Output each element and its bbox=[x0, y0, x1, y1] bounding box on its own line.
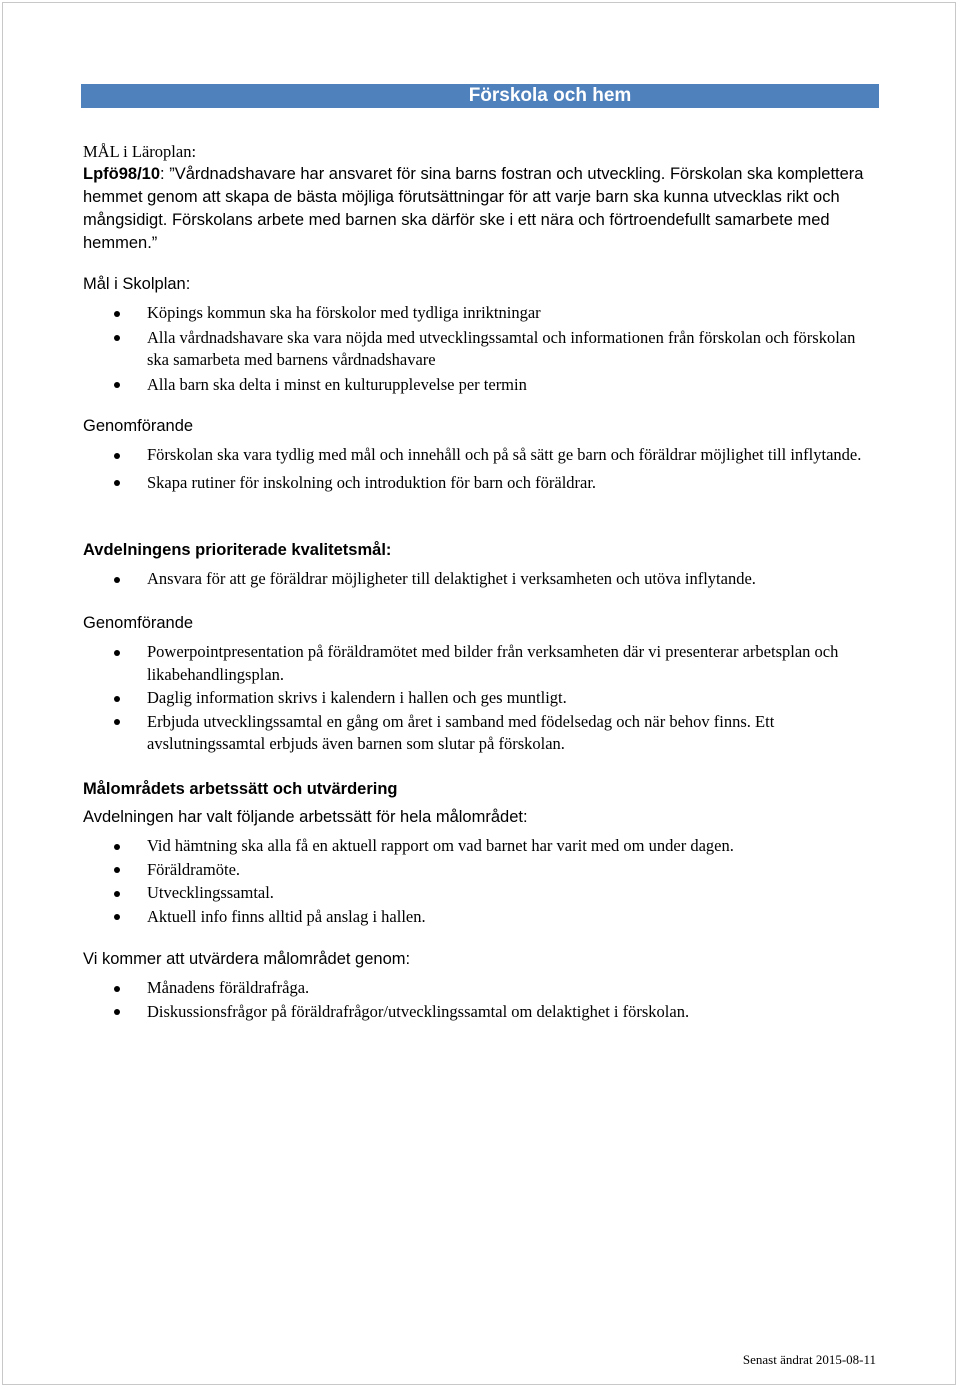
bullet-icon bbox=[114, 891, 120, 897]
arbetssatt-subheading: Avdelningen har valt följande arbetssätt för hela målområdet: bbox=[83, 808, 528, 826]
bullet-icon bbox=[114, 867, 120, 873]
list-item: Skapa rutiner för inskolning och introduktion för barn och föräldrar. bbox=[83, 472, 883, 495]
last-modified: Senast ändrat 2015-08-11 bbox=[742, 1352, 876, 1367]
laroplan-ref: Lpfö98/10 bbox=[83, 165, 161, 183]
skolplan-heading: Mål i Skolplan: bbox=[83, 275, 191, 293]
list-item: Månadens föräldrafråga. bbox=[83, 977, 883, 1000]
arbetssatt-list bbox=[83, 835, 883, 928]
bullet-icon bbox=[114, 311, 120, 317]
list-item: Aktuell info finns alltid på anslag i hallen. bbox=[83, 906, 883, 929]
skolplan-section bbox=[83, 273, 883, 396]
genomforande-section-1 bbox=[83, 415, 883, 494]
bullet-icon bbox=[114, 382, 120, 388]
list-item: Alla barn ska delta i minst en kulturupplevelse per termin bbox=[83, 374, 873, 397]
bullet-icon bbox=[114, 650, 120, 656]
skolplan-list bbox=[83, 302, 873, 396]
page-title: Förskola och hem bbox=[81, 84, 879, 108]
arbetssatt-heading: Målområdets arbetssätt och utvärdering bbox=[83, 780, 398, 798]
list-item: Förskolan ska vara tydlig med mål och innehåll och på så sätt ge barn och föräldrar möjlighet till inflytande. bbox=[83, 444, 883, 467]
kvalitetsmal-section bbox=[83, 539, 883, 591]
arbetssatt-section bbox=[83, 778, 883, 928]
bullet-icon bbox=[114, 453, 120, 459]
kvalitetsmal-list bbox=[83, 568, 883, 591]
genomforande-section-2 bbox=[83, 612, 883, 756]
bullet-icon bbox=[114, 480, 120, 486]
bullet-icon bbox=[114, 1009, 120, 1015]
list-item: Utvecklingssamtal. bbox=[83, 882, 883, 905]
laroplan-quote bbox=[83, 163, 873, 255]
bullet-icon bbox=[114, 696, 120, 702]
list-item: Föräldramöte. bbox=[83, 859, 883, 882]
genomforande-heading-2: Genomförande bbox=[83, 614, 194, 632]
kvalitetsmal-heading: Avdelningens prioriterade kvalitetsmål: bbox=[83, 541, 392, 559]
list-item: Alla vårdnadshavare ska vara nöjda med utvecklingssamtal och informationen från förskolan och förskolan ska samarbeta med barnens vårdnadshavare bbox=[83, 327, 873, 372]
list-item: Köpings kommun ska ha förskolor med tydliga inriktningar bbox=[83, 302, 873, 325]
list-item: Vid hämtning ska alla få en aktuell rapport om vad barnet har varit med om under dagen. bbox=[83, 835, 883, 858]
genomforande-list-2 bbox=[83, 641, 873, 756]
utvardering-list bbox=[83, 977, 883, 1023]
utvardering-heading: Vi kommer att utvärdera målområdet genom: bbox=[83, 950, 411, 968]
bullet-icon bbox=[114, 844, 120, 850]
bullet-icon bbox=[114, 719, 120, 725]
genomforande-heading-1: Genomförande bbox=[83, 417, 194, 435]
list-item: Ansvara för att ge föräldrar möjligheter till delaktighet i verksamheten och utöva inflytande. bbox=[83, 568, 883, 591]
bullet-icon bbox=[114, 986, 120, 992]
laroplan-section bbox=[83, 140, 883, 255]
bullet-icon bbox=[114, 577, 120, 583]
list-item: Powerpointpresentation på föräldramötet med bilder från verksamheten där vi presenterar arbetsplan och likabehandlingsplan. bbox=[83, 641, 873, 686]
laroplan-text: : ”Vårdnadshavare har ansvaret för sina barns fostran och utveckling. Förskolan ska komplettera hemmet genom att skapa de bästa möjliga förutsättningar för att varje barn ska kunna utvecklas rikt och mångsidigt. Förskolans arbete med barnen ska därför ske i ett nära och förtroendefullt samarbete med hemmen.” bbox=[83, 165, 864, 252]
list-item: Diskussionsfrågor på föräldrafrågor/utvecklingssamtal om delaktighet i förskolan. bbox=[83, 1001, 883, 1024]
list-item: Daglig information skrivs i kalendern i hallen och ges muntligt. bbox=[83, 687, 873, 710]
utvardering-section bbox=[83, 948, 883, 1023]
genomforande-list-1 bbox=[83, 444, 883, 494]
bullet-icon bbox=[114, 914, 120, 920]
list-item: Erbjuda utvecklingssamtal en gång om året i samband med födelsedag och när behov finns. Ett avslutningssamtal erbjuds även barnen som slutar på förskolan. bbox=[83, 711, 873, 756]
bullet-icon bbox=[114, 335, 120, 341]
laroplan-heading: MÅL i Läroplan: bbox=[83, 142, 197, 161]
